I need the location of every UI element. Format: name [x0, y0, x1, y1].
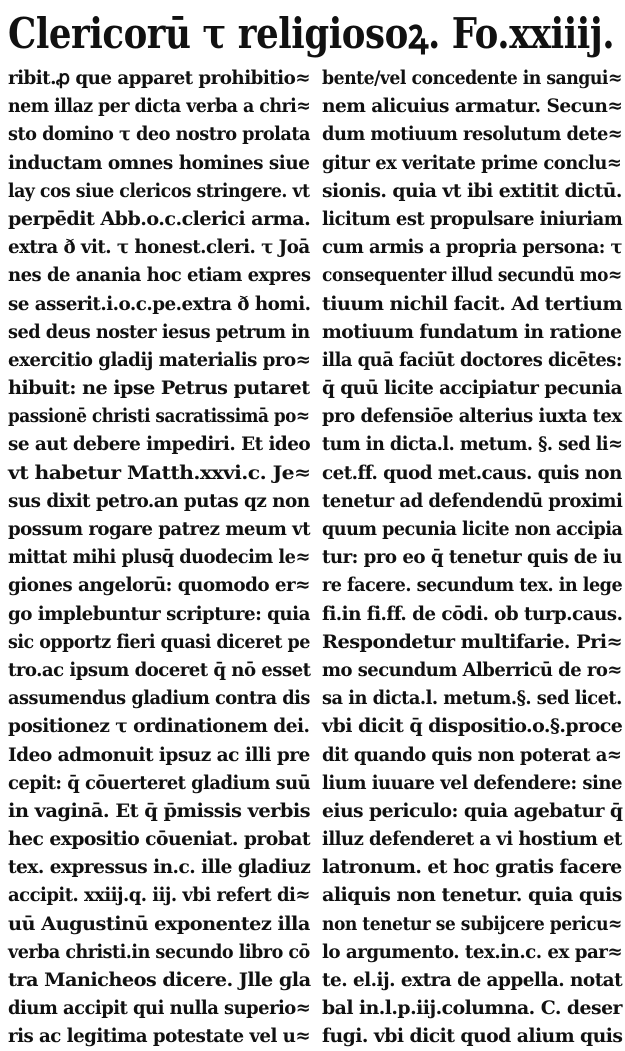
- text-line: sed deus noster iesus petrum in: [8, 320, 310, 343]
- text-line: quum pecunia licite non accipia: [322, 518, 623, 540]
- text-line: eius periculo: quia agebatur q̄: [322, 799, 623, 822]
- text-line: hec expositio cōueniat. probat: [8, 828, 311, 851]
- text-line: nes de anania hoc etiam expres: [8, 264, 311, 287]
- text-line: giones angelorū: quomodo er≈: [8, 574, 311, 597]
- text-line: dium accipit qui nulla superio≈: [8, 997, 311, 1020]
- text-line: consequenter illud secundū mo≈: [322, 264, 622, 287]
- text-line: possum rogare patrez meum vt: [8, 518, 311, 540]
- text-line: cet.ff. quod met.caus. quis non: [322, 461, 622, 484]
- text-line: vbi dicit q̄ dispositio.o.§.proce: [322, 715, 623, 738]
- text-line: nem alicuius armatur. Secun≈: [322, 95, 623, 118]
- text-line: se asserit.i.o.c.pe.extra ð homi.: [8, 292, 311, 315]
- text-line: lay cos siue clericos stringere. vt: [8, 179, 310, 202]
- text-line: aliquis non tenetur. quia quis: [322, 884, 622, 907]
- text-line: perpēdit Abb.o.c.clerici arma.: [8, 207, 311, 230]
- text-line: tenetur ad defendendū proximi: [322, 489, 623, 512]
- text-line: ribit.ꝓ que apparet prohibitio≈: [8, 67, 311, 89]
- running-head: Clericorū τ religiosoꝝ. Fo.xxiiij.: [8, 9, 615, 58]
- text-line: tiuum nichil facit. Ad tertium: [322, 292, 623, 315]
- text-line: go implebuntur scripture: quia: [8, 602, 310, 625]
- text-line: inductam omnes homines siue: [8, 151, 310, 174]
- text-line: tex. expressus in.c. ille gladiuz: [8, 856, 311, 879]
- text-line: se aut debere impediri. Et ideo: [8, 433, 311, 456]
- text-line: accipit. xxiij.q. iij. vbi refert di≈: [8, 884, 310, 907]
- text-line: lium iuuare vel defendere: sine: [322, 771, 622, 794]
- text-line: assumendus gladium contra dis: [8, 687, 310, 710]
- text-line: extra ð vit. τ honest.cleri. τ Joā: [8, 236, 310, 259]
- text-line: tra Manicheos dicere. Jlle gla: [8, 969, 311, 991]
- text-line: Ideo admonuit ipsuz ac illi pre: [8, 743, 310, 766]
- text-line: dit quando quis non poterat a≈: [322, 743, 622, 766]
- right-text-column: [322, 64, 623, 1048]
- left-text-column: [8, 64, 311, 1048]
- text-line: verba christi.in secundo libro cō: [8, 940, 310, 963]
- text-line: mittat mihi plusq̄ duodecim le≈: [8, 546, 310, 569]
- text-line: hibuit: ne ipse Petrus putaret: [8, 377, 310, 400]
- text-line: pro defensiōe alterius iuxta tex: [322, 405, 622, 428]
- text-line: passionē christi sacratissimā po≈: [8, 405, 310, 428]
- text-line: cepit: q̄ cōuerteret gladium suū: [8, 771, 311, 794]
- text-line: sto domino τ deo nostro prolata: [8, 123, 310, 146]
- text-line: dum motiuum resolutum dete≈: [322, 123, 623, 146]
- text-line: sus dixit petro.an putas qz non: [8, 489, 310, 512]
- text-line: fugi. vbi dicit quod alium quis: [322, 1025, 623, 1048]
- text-line: tro.ac ipsum doceret q̄ nō esset: [8, 658, 311, 681]
- text-line: exercitio gladij materialis pro≈: [8, 348, 311, 371]
- text-line: non tenetur se subijcere pericu≈: [322, 912, 622, 935]
- text-line: ris ac legitima potestate vel u≈: [8, 1025, 311, 1048]
- text-line: illuz defenderet a vi hostium et: [322, 828, 622, 851]
- text-line: q̄ quū licite accipiatur pecunia: [322, 377, 622, 400]
- text-line: sic opportz fieri quasi diceret pe: [8, 630, 310, 653]
- text-line: in vaginā. Et q̄ p̄missis verbis: [8, 799, 311, 822]
- text-line: uū Augustinū exponentez illa: [8, 912, 310, 935]
- text-line: positionez τ ordinationem dei.: [8, 715, 310, 738]
- text-line: gitur ex veritate prime conclu≈: [322, 151, 622, 174]
- text-line: sionis. quia vt ibi extitit dictū.: [322, 179, 622, 202]
- text-line: vt habetur Matth.xxvi.c. Je≈: [8, 461, 311, 484]
- text-line: Respondetur multifarie. Pri≈: [322, 630, 623, 653]
- text-line: bal in.l.p.iij.columna. C. deser: [322, 997, 622, 1020]
- text-line: nem illaz per dicta verba a chri≈: [8, 95, 311, 118]
- text-line: lo argumento. tex.in.c. ex par≈: [322, 940, 623, 963]
- text-line: tur: pro eo q̄ tenetur quis de iu: [322, 546, 622, 569]
- text-line: sa in dicta.l. metum.§. sed licet.: [322, 687, 622, 710]
- text-line: mo secundum Alberricū de ro≈: [322, 658, 622, 681]
- text-line: latronum. et hoc gratis facere: [322, 856, 622, 879]
- text-line: re facere. secundum tex. in lege: [322, 574, 623, 597]
- text-line: motiuum fundatum in ratione: [322, 320, 622, 343]
- text-line: tum in dicta.l. metum. §. sed li≈: [322, 433, 623, 456]
- text-line: te. el.ij. extra de appella. notat: [322, 969, 623, 991]
- text-line: licitum est propulsare iniuriam: [322, 207, 623, 230]
- text-line: bente/vel concedente in sangui≈: [322, 67, 622, 89]
- text-line: cum armis a propria persona: τ: [322, 236, 623, 259]
- text-line: illa quā faciūt doctores dicētes:: [322, 348, 622, 371]
- text-line: fi.in fi.ff. de cōdi. ob turp.caus.: [322, 602, 623, 625]
